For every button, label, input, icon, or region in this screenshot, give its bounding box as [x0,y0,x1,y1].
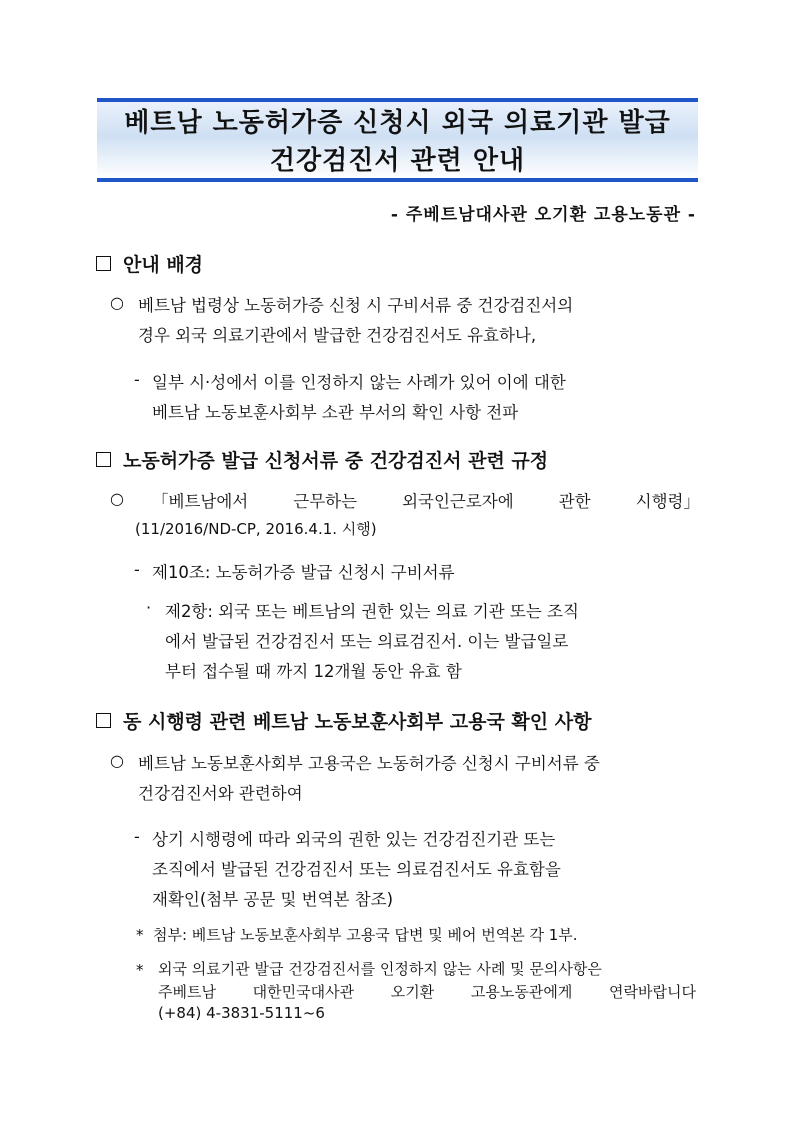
section-title: 노동허가증 발급 신청서류 중 건강검진서 관련 규정 [123,450,549,472]
paragraph-line: 상기 시행령에 따라 외국의 권한 있는 건강검진기관 또는 [152,830,556,849]
word: 「베트남에서 [152,492,249,511]
contact-note-line: 외국 의료기관 발급 건강검진서를 인정하지 않는 사례 및 문의사항은 [158,960,602,978]
paragraph-line: 건강검진서와 관련하여 [138,784,303,803]
section-heading-confirmation [96,707,591,734]
paragraph-line: 경우 외국 의료기관에서 발급한 건강검진서도 유효하나, [138,326,537,345]
checkbox-square-icon [96,452,111,467]
word: 근무하는 [293,492,358,511]
word: 오기환 [390,983,435,1001]
paragraph-line: 베트남 노동보훈사회부 고용국은 노동허가증 신청시 구비서류 중 [138,754,600,773]
title-line-1: 베트남 노동허가증 신청시 외국 의료기관 발급 [124,108,671,138]
paragraph-line: 베트남 노동보훈사회부 소관 부서의 확인 사항 전파 [152,403,519,422]
paragraph-line: 베트남 법령상 노동허가증 신청 시 구비서류 중 건강검진서의 [138,296,574,315]
paragraph-line: 일부 시·성에서 이를 인정하지 않는 사례가 있어 이에 대한 [152,373,566,392]
section-heading-background [96,250,203,277]
paragraph-line: 재확인(첨부 공문 및 번역본 참조) [152,890,394,909]
middle-dot-bullet: · [146,598,152,617]
author-byline: - 주베트남대사관 오기환 고용노동관 - [390,205,696,225]
paragraph-line: 조직에서 발급된 건강검진서 또는 의료검진서도 유효함을 [152,860,561,879]
word: 대한민국대사관 [252,983,355,1001]
section-heading-regulation [96,446,548,473]
dash-bullet: - [134,370,140,389]
checkbox-square-icon [96,256,111,271]
checkbox-square-icon [96,713,111,728]
paragraph-line: 에서 발급된 건강검진서 또는 의료검진서. 이는 발급일로 [165,632,569,651]
word: 주베트남 [158,983,216,1001]
asterisk-note-icon: * [136,961,144,979]
section-title: 동 시행령 관련 베트남 노동보훈사회부 고용국 확인 사항 [123,711,592,733]
asterisk-note-icon: * [136,926,144,944]
paragraph-line: 부터 접수될 때 까지 12개월 동안 유효 함 [165,662,462,681]
word: 외국인근로자에 [402,492,514,511]
dash-bullet: - [134,560,140,579]
document-title-banner [97,98,698,182]
contact-note-line [158,981,696,1002]
circle-bullet-icon: ○ [110,293,124,312]
paragraph-line: 제2항: 외국 또는 베트남의 권한 있는 의료 기관 또는 조직 [165,602,579,621]
word: 시행령」 [635,492,700,511]
attachment-note: 첨부: 베트남 노동보훈사회부 고용국 답변 및 베어 번역본 각 1부. [153,926,578,944]
decree-title-line [152,488,700,512]
decree-reference: (11/2016/ND-CP, 2016.4.1. 시행) [135,520,377,538]
article-line: 제10조: 노동허가증 발급 신청시 구비서류 [152,563,455,582]
section-title: 안내 배경 [123,254,204,276]
word: 연락바랍니다 [609,983,696,1001]
word: 고용노동관에게 [470,983,573,1001]
dash-bullet: - [134,827,140,846]
phone-number: (+84) 4-3831-5111~6 [158,1004,325,1022]
word: 관한 [558,492,591,511]
circle-bullet-icon: ○ [110,751,124,770]
title-line-2: 건강검진서 관련 안내 [269,146,526,176]
circle-bullet-icon: ○ [110,489,124,508]
